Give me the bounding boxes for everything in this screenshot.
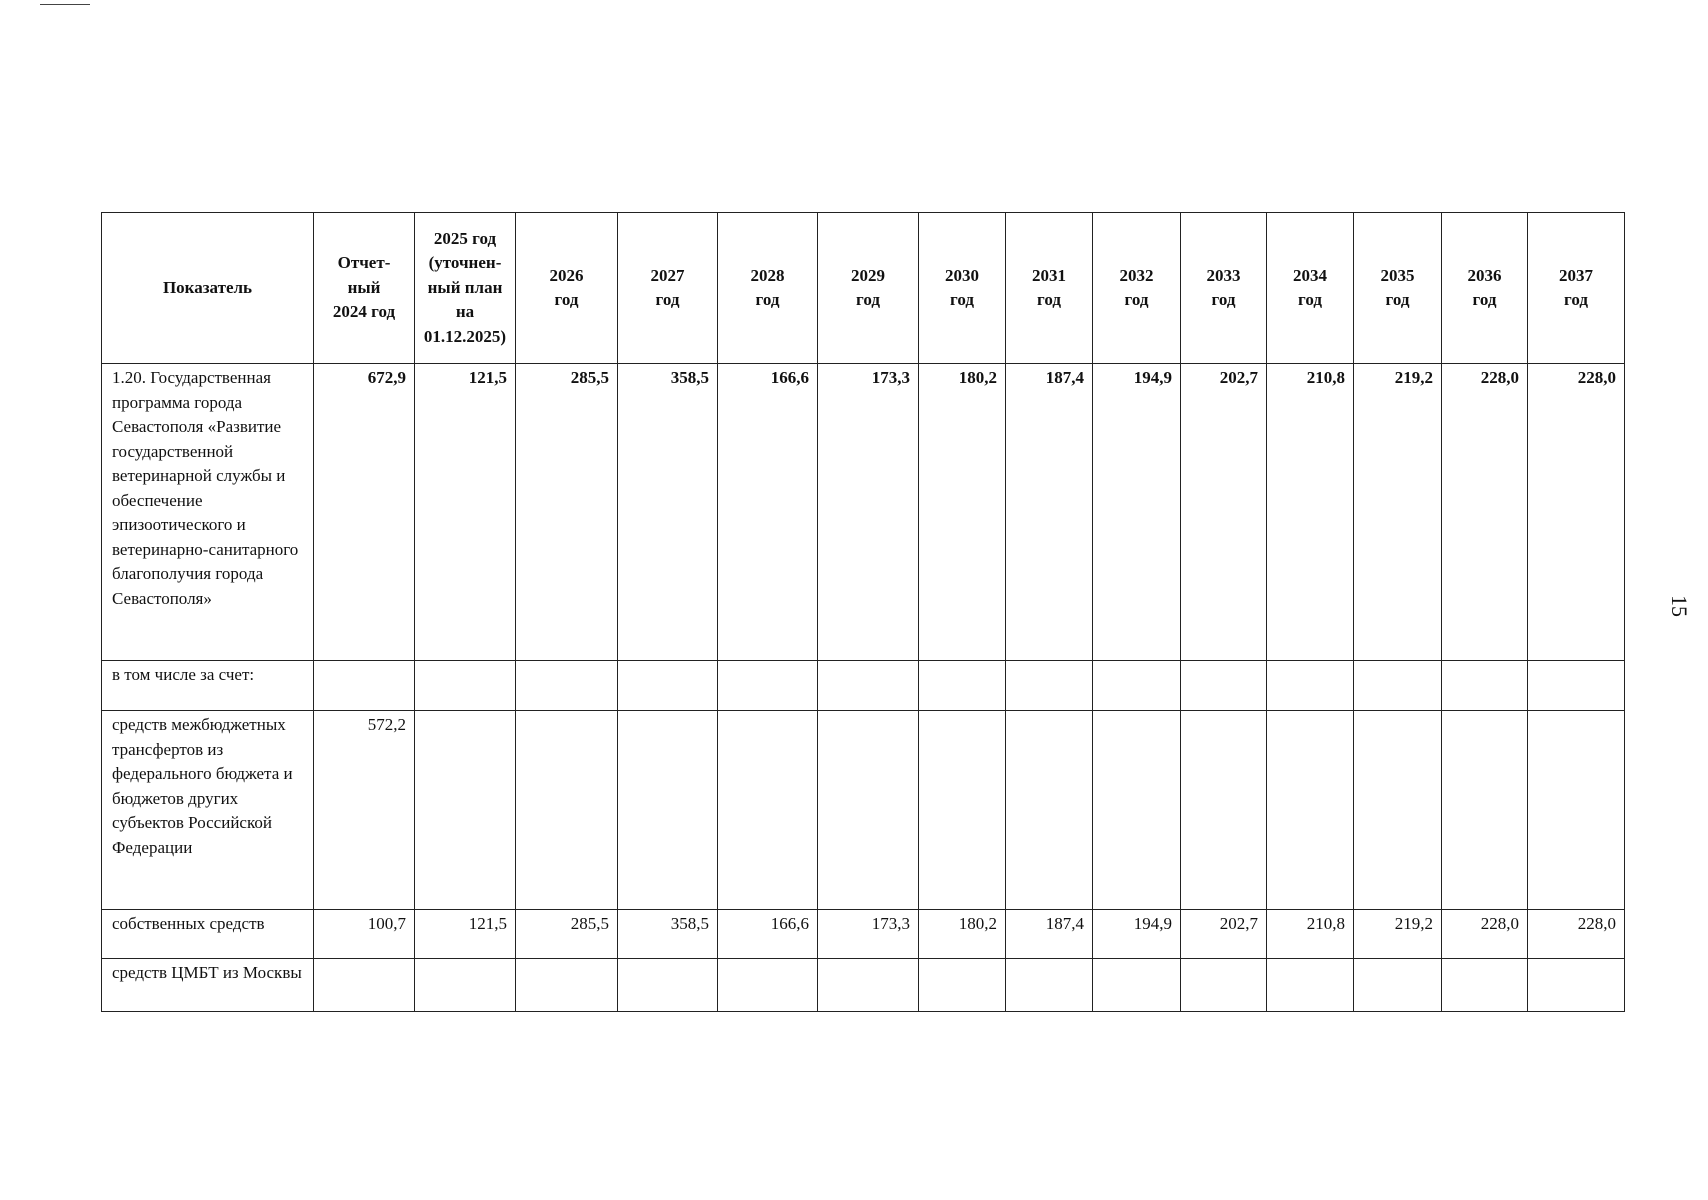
row-label: 1.20. Государственная программа города Севастополя «Развитие государственной ветеринарной службы и обеспечение эпизоотического и ветеринарно-санитарного благополучия города Севастополя» xyxy=(102,364,314,661)
table-row xyxy=(102,711,1625,910)
value-cell: 121,5 xyxy=(415,364,516,661)
value-cell xyxy=(1442,661,1528,711)
header-column-12: 2035 год xyxy=(1354,213,1442,364)
value-cell: 194,9 xyxy=(1093,910,1181,959)
value-cell xyxy=(415,959,516,1012)
top-rule xyxy=(40,4,90,5)
value-cell xyxy=(718,959,818,1012)
header-column-8: 2031 год xyxy=(1006,213,1093,364)
header-column-3: 2026 год xyxy=(516,213,618,364)
value-cell: 121,5 xyxy=(415,910,516,959)
value-cell xyxy=(618,959,718,1012)
value-cell: 228,0 xyxy=(1528,364,1625,661)
header-column-1: Отчет- ный 2024 год xyxy=(314,213,415,364)
value-cell: 285,5 xyxy=(516,364,618,661)
value-cell: 210,8 xyxy=(1267,910,1354,959)
value-cell xyxy=(1528,959,1625,1012)
value-cell xyxy=(1006,959,1093,1012)
value-cell: 180,2 xyxy=(919,910,1006,959)
value-cell xyxy=(1006,711,1093,910)
header-column-4: 2027 год xyxy=(618,213,718,364)
value-cell xyxy=(1354,711,1442,910)
page-number: 15 xyxy=(1667,595,1692,617)
value-cell xyxy=(1093,959,1181,1012)
value-cell: 210,8 xyxy=(1267,364,1354,661)
value-cell xyxy=(1093,711,1181,910)
value-cell xyxy=(1267,711,1354,910)
value-cell: 219,2 xyxy=(1354,364,1442,661)
row-label: собственных средств xyxy=(102,910,314,959)
table-row xyxy=(102,910,1625,959)
header-column-6: 2029 год xyxy=(818,213,919,364)
value-cell xyxy=(618,711,718,910)
value-cell xyxy=(919,711,1006,910)
value-cell xyxy=(1267,959,1354,1012)
header-column-7: 2030 год xyxy=(919,213,1006,364)
value-cell: 166,6 xyxy=(718,364,818,661)
header-column-11: 2034 год xyxy=(1267,213,1354,364)
header-column-2: 2025 год (уточнен- ный план на 01.12.2025) xyxy=(415,213,516,364)
value-cell xyxy=(1528,661,1625,711)
value-cell: 219,2 xyxy=(1354,910,1442,959)
row-label: средств ЦМБТ из Москвы xyxy=(102,959,314,1012)
header-column-10: 2033 год xyxy=(1181,213,1267,364)
value-cell xyxy=(1354,661,1442,711)
value-cell xyxy=(314,959,415,1012)
value-cell: 228,0 xyxy=(1528,910,1625,959)
value-cell xyxy=(314,661,415,711)
value-cell xyxy=(818,959,919,1012)
value-cell: 572,2 xyxy=(314,711,415,910)
value-cell: 187,4 xyxy=(1006,910,1093,959)
value-cell xyxy=(818,711,919,910)
table-row xyxy=(102,959,1625,1012)
value-cell xyxy=(1181,959,1267,1012)
value-cell xyxy=(1006,661,1093,711)
row-label: средств межбюджетных трансфертов из федерального бюджета и бюджетов других субъектов Российской Федерации xyxy=(102,711,314,910)
value-cell xyxy=(1354,959,1442,1012)
value-cell: 100,7 xyxy=(314,910,415,959)
value-cell xyxy=(516,959,618,1012)
header-indicator: Показатель xyxy=(102,213,314,364)
budget-table xyxy=(101,212,1625,1012)
value-cell: 194,9 xyxy=(1093,364,1181,661)
value-cell xyxy=(1442,959,1528,1012)
header-column-9: 2032 год xyxy=(1093,213,1181,364)
header-row xyxy=(102,213,1625,364)
value-cell xyxy=(1267,661,1354,711)
value-cell: 228,0 xyxy=(1442,910,1528,959)
value-cell xyxy=(718,711,818,910)
value-cell: 358,5 xyxy=(618,910,718,959)
value-cell xyxy=(1181,711,1267,910)
value-cell: 202,7 xyxy=(1181,364,1267,661)
value-cell: 180,2 xyxy=(919,364,1006,661)
value-cell: 187,4 xyxy=(1006,364,1093,661)
value-cell xyxy=(415,661,516,711)
value-cell: 672,9 xyxy=(314,364,415,661)
header-column-5: 2028 год xyxy=(718,213,818,364)
value-cell: 173,3 xyxy=(818,364,919,661)
header-column-14: 2037 год xyxy=(1528,213,1625,364)
value-cell: 166,6 xyxy=(718,910,818,959)
value-cell xyxy=(516,711,618,910)
row-label: в том числе за счет: xyxy=(102,661,314,711)
value-cell xyxy=(818,661,919,711)
value-cell xyxy=(718,661,818,711)
value-cell xyxy=(1528,711,1625,910)
table-row xyxy=(102,661,1625,711)
value-cell xyxy=(415,711,516,910)
value-cell xyxy=(1181,661,1267,711)
value-cell: 285,5 xyxy=(516,910,618,959)
table-row xyxy=(102,364,1625,661)
value-cell: 228,0 xyxy=(1442,364,1528,661)
value-cell xyxy=(1093,661,1181,711)
value-cell xyxy=(919,661,1006,711)
value-cell: 358,5 xyxy=(618,364,718,661)
value-cell xyxy=(1442,711,1528,910)
value-cell xyxy=(618,661,718,711)
header-column-13: 2036 год xyxy=(1442,213,1528,364)
value-cell xyxy=(919,959,1006,1012)
value-cell: 173,3 xyxy=(818,910,919,959)
value-cell: 202,7 xyxy=(1181,910,1267,959)
value-cell xyxy=(516,661,618,711)
